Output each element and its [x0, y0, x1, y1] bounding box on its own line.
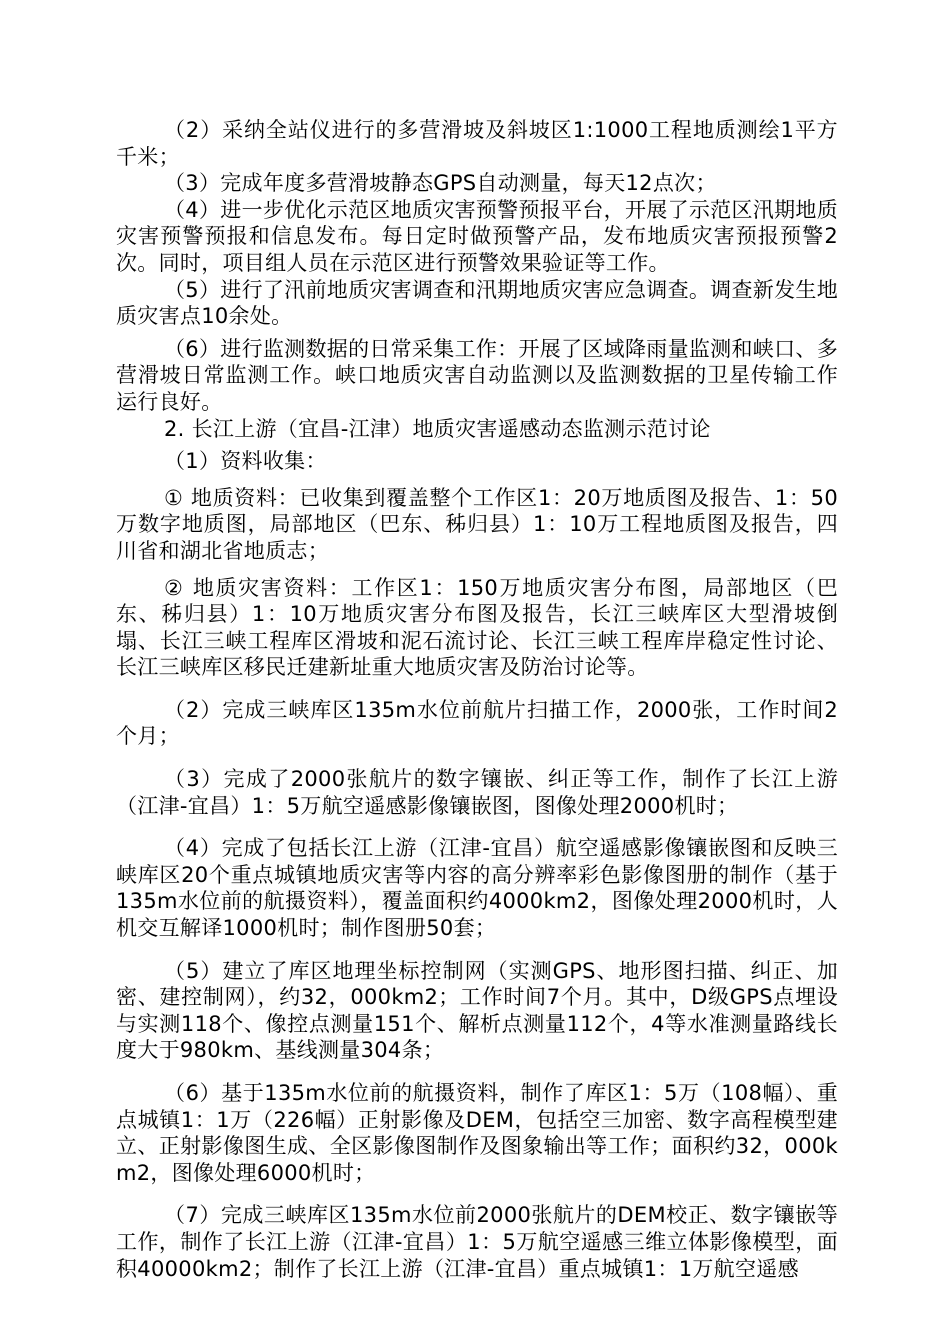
- paragraph-work-4: （4）完成了包括长江上游（江津-宜昌）航空遥感影像镶嵌图和反映三峡库区20个重点城镇地质灾害等内容的高分辨率彩色影像图册的制作（基于135m水位前的航摄资料），覆盖面积约4000km2，图像处理2000机时，人机交互解译1000机时；制作图册50套；: [116, 836, 838, 941]
- paragraph-item-4: （4）进一步优化示范区地质灾害预警预报平台，开展了示范区汛期地质灾害预警预报和信息发布。每日定时做预警产品，发布地质灾害预报预警2次。同时，项目组人员在示范区进行预警效果验证等工作。: [116, 197, 838, 275]
- paragraph-work-2: （2）完成三峡库区135m水位前航片扫描工作，2000张，工作时间2个月；: [116, 697, 838, 749]
- paragraph-item-6: （6）进行监测数据的日常采集工作：开展了区域降雨量监测和峡口、多营滑坡日常监测工作。峡口地质灾害自动监测以及监测数据的卫星传输工作运行良好。: [116, 336, 838, 414]
- paragraph-work-3: （3）完成了2000张航片的数字镶嵌、纠正等工作，制作了长江上游（江津-宜昌）1：5万航空遥感影像镶嵌图，图像处理2000机时；: [116, 767, 838, 818]
- hazard-data-paragraph: ② 地质灾害资料：工作区1：150万地质灾害分布图，局部地区（巴东、秭归县）1：10万地质灾害分布图及报告，长江三峡库区大型滑坡倒塌、长江三峡工程库区滑坡和泥石流讨论、长江三峡工程库岸稳定性讨论、长江三峡库区移民迁建新址重大地质灾害及防治讨论等。: [116, 575, 838, 680]
- paragraph-item-2: （2）采纳全站仪进行的多营滑坡及斜坡区1:1000工程地质测绘1平方千米；: [116, 118, 838, 169]
- document-body: [116, 117, 838, 1282]
- paragraph-work-7: （7）完成三峡库区135m水位前2000张航片的DEM校正、数字镶嵌等工作，制作了长江上游（江津-宜昌）1：5万航空遥感三维立体影像模型，面积40000km2；制作了长江上游（江津-宜昌）重点城镇1：1万航空遥感: [116, 1203, 838, 1281]
- section-heading: 2. 长江上游（宜昌-江津）地质灾害遥感动态监测示范讨论: [164, 416, 711, 441]
- paragraph-item-3: （3）完成年度多营滑坡静态GPS自动测量，每天12点次；: [164, 171, 717, 196]
- paragraph-work-6: （6）基于135m水位前的航摄资料，制作了库区1：5万（108幅）、重点城镇1：1万（226幅）正射影像及DEM，包括空三加密、数字高程模型建立、正射影像图生成、全区影像图制作及图象输出等工作；面积约32，000km2，图像处理6000机时；: [116, 1081, 838, 1185]
- paragraph-work-5: （5）建立了库区地理坐标控制网（实测GPS、地形图扫描、纠正、加密、建控制网），约32，000km2；工作时间7个月。其中，D级GPS点埋设与实测118个、像控点测量151个、解析点测量112个，4等水准测量路线长度大于980km、基线测量304条；: [116, 958, 838, 1063]
- subsection-heading: （1）资料收集：: [164, 449, 327, 474]
- geology-data-paragraph: ① 地质资料：已收集到覆盖整个工作区1：20万地质图及报告、1：50万数字地质图，局部地区（巴东、秭归县）1：10万工程地质图及报告，四川省和湖北省地质志；: [116, 485, 838, 563]
- paragraph-item-5: （5）进行了汛前地质灾害调查和汛期地质灾害应急调查。调查新发生地质灾害点10余处。: [116, 277, 838, 329]
